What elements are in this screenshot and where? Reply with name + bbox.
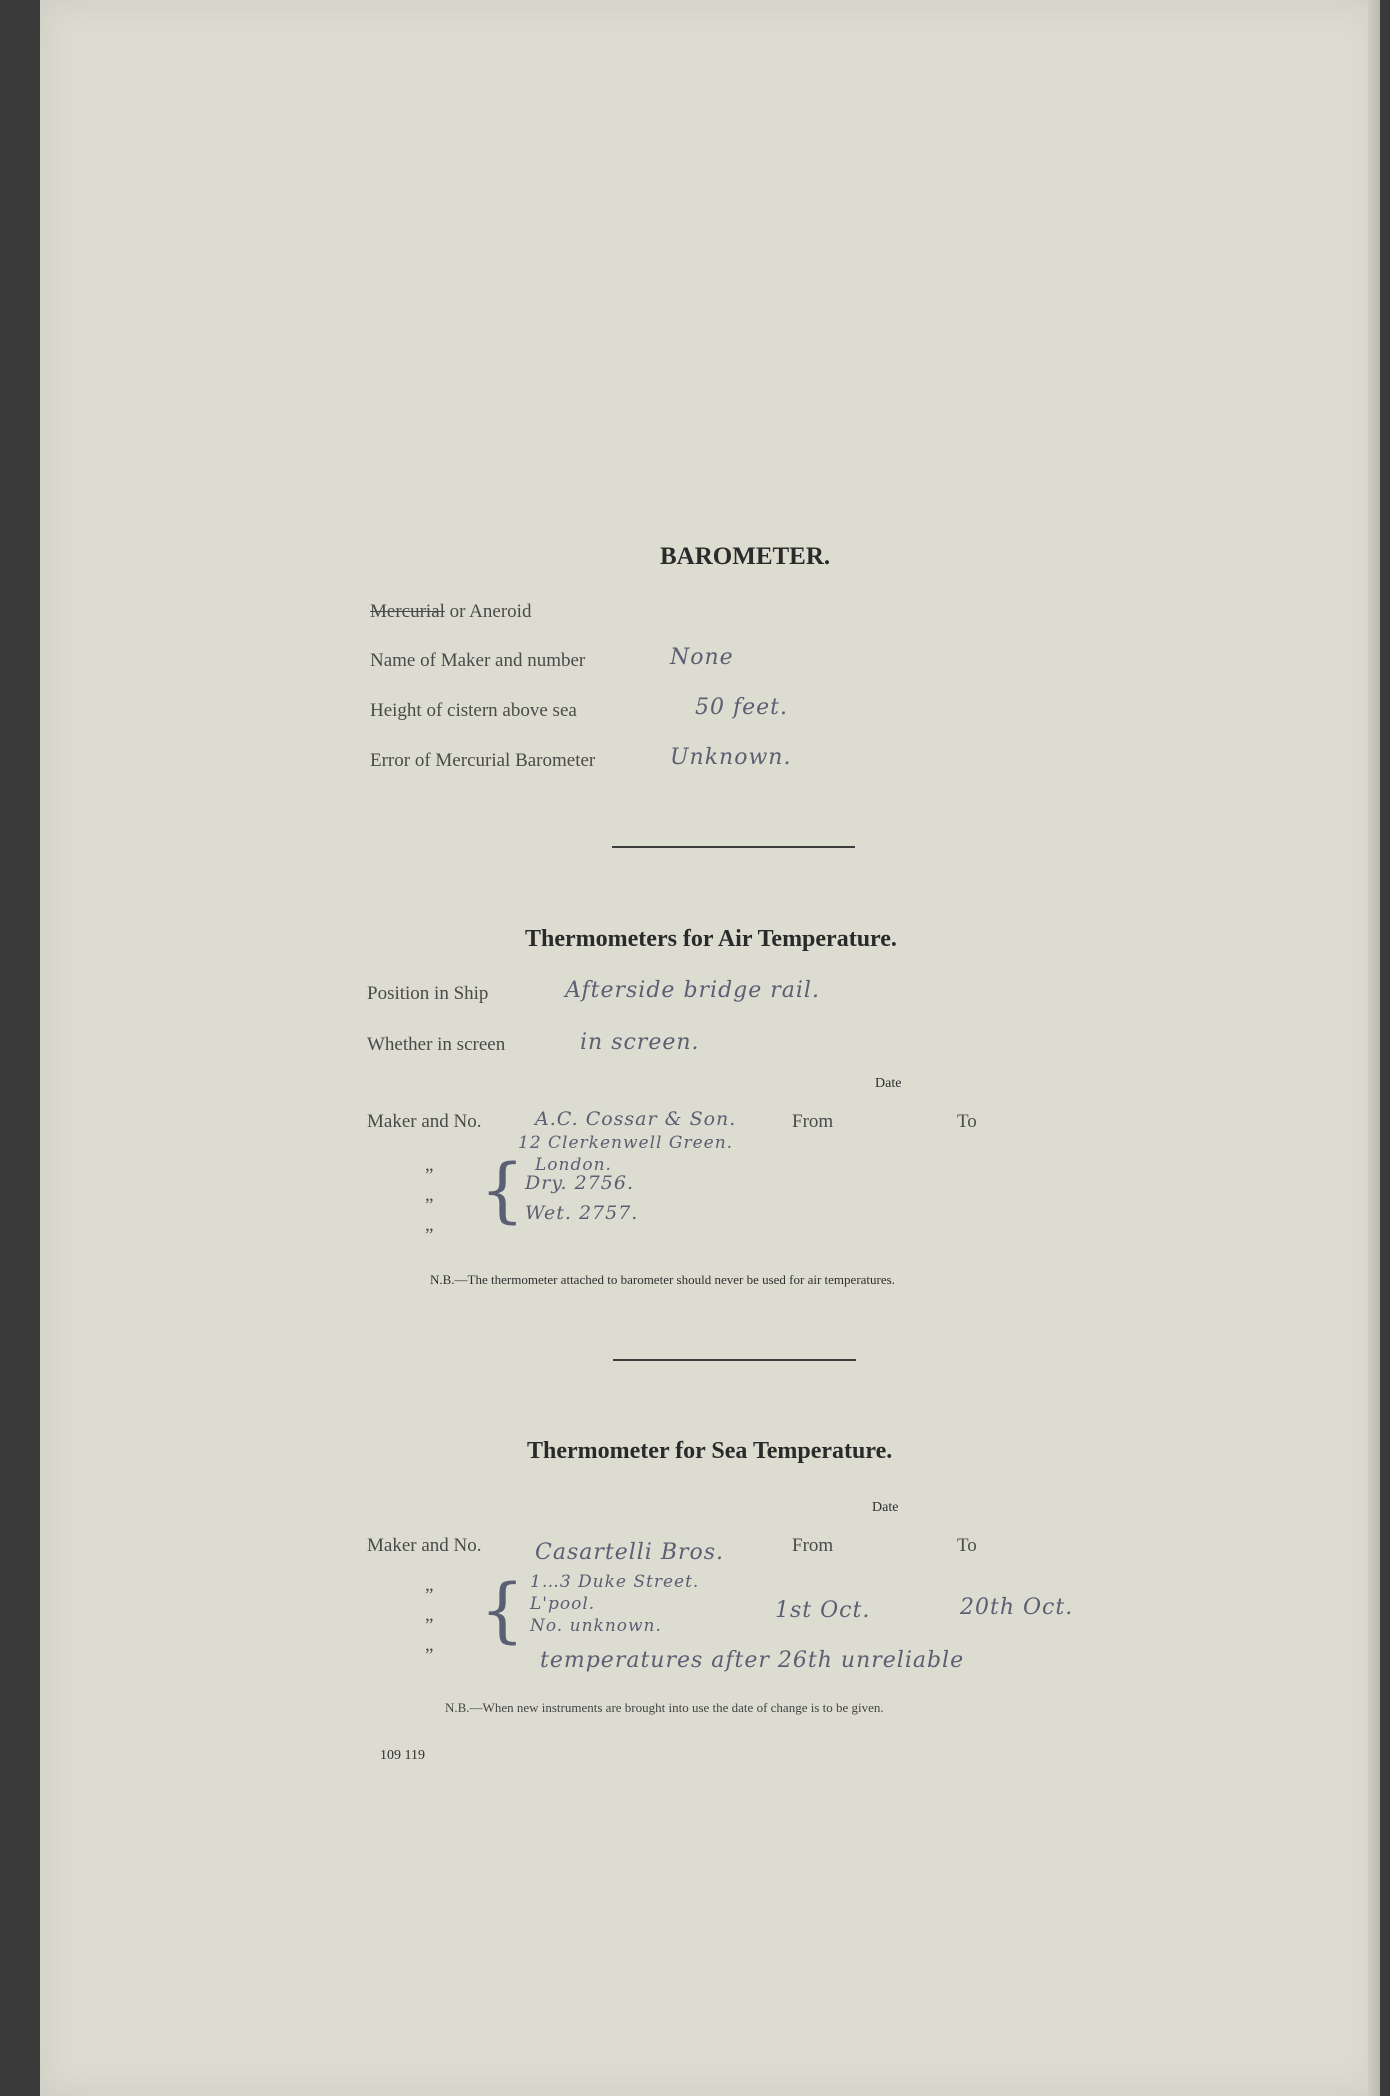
document-page: [40, 0, 1380, 2096]
air-position-label: Position in Ship: [367, 983, 489, 1004]
air-screen-value: in screen.: [580, 1030, 700, 1055]
air-ditto-1: ”: [425, 1165, 434, 1186]
sea-bracket: {: [480, 1569, 525, 1651]
air-maker-label: Maker and No.: [367, 1111, 482, 1132]
sea-from-value: 1st Oct.: [775, 1598, 871, 1623]
sea-maker-line1: Casartelli Bros.: [535, 1540, 725, 1565]
sea-from-label: From: [792, 1535, 834, 1556]
page-edge: [1368, 0, 1380, 2096]
barometer-type-rest: or Aneroid: [444, 601, 532, 622]
barometer-height-label: Height of cistern above sea: [370, 700, 577, 721]
air-screen-label: Whether in screen: [367, 1034, 506, 1055]
air-note: N.B.—The thermometer attached to barometer should never be used for air temperatures.: [430, 1272, 895, 1287]
barometer-heading: BAROMETER.: [660, 543, 831, 570]
air-wet-value: Wet. 2757.: [525, 1202, 639, 1224]
barometer-maker-label: Name of Maker and number: [370, 650, 586, 671]
sea-heading: Thermometer for Sea Temperature.: [527, 1438, 893, 1464]
air-ditto-2: ”: [425, 1195, 434, 1216]
air-to-label: To: [957, 1111, 977, 1132]
barometer-maker-value: None: [670, 645, 734, 670]
sea-date-label: Date: [872, 1500, 899, 1515]
section-divider: [613, 1359, 856, 1361]
air-date-label: Date: [875, 1076, 902, 1091]
air-maker-line1: A.C. Cossar & Son.: [535, 1108, 737, 1130]
air-bracket: {: [480, 1149, 525, 1231]
air-position-value: Afterside bridge rail.: [565, 978, 820, 1003]
barometer-height-value: 50 feet.: [695, 695, 789, 720]
barometer-error-value: Unknown.: [670, 745, 792, 770]
sea-ditto-1: ”: [425, 1585, 434, 1606]
air-dry-value: Dry. 2756.: [525, 1172, 634, 1194]
air-maker-line3: London.: [535, 1155, 612, 1175]
sea-maker-line3: L'pool.: [530, 1594, 596, 1614]
barometer-type: [370, 601, 531, 623]
sea-maker-line2: 1…3 Duke Street.: [530, 1572, 700, 1592]
barometer-type-struck: Mercurial: [370, 601, 445, 622]
sea-note: N.B.—When new instruments are brought into use the date of change is to be given.: [445, 1700, 884, 1715]
air-from-label: From: [792, 1111, 834, 1132]
sea-remark: temperatures after 26th unreliable: [540, 1648, 965, 1673]
sea-ditto-2: ”: [425, 1615, 434, 1636]
air-ditto-3: ”: [425, 1225, 434, 1246]
air-maker-line2: 12 Clerkenwell Green.: [518, 1133, 734, 1153]
barometer-error-label: Error of Mercurial Barometer: [370, 750, 596, 771]
sea-maker-label: Maker and No.: [367, 1535, 482, 1556]
form-code: 109 119: [380, 1748, 425, 1763]
sea-maker-line4: No. unknown.: [530, 1616, 662, 1636]
air-heading: Thermometers for Air Temperature.: [525, 926, 897, 952]
sea-to-value: 20th Oct.: [960, 1595, 1074, 1620]
sea-to-label: To: [957, 1535, 977, 1556]
section-divider: [612, 846, 855, 848]
sea-ditto-3: ”: [425, 1645, 434, 1666]
